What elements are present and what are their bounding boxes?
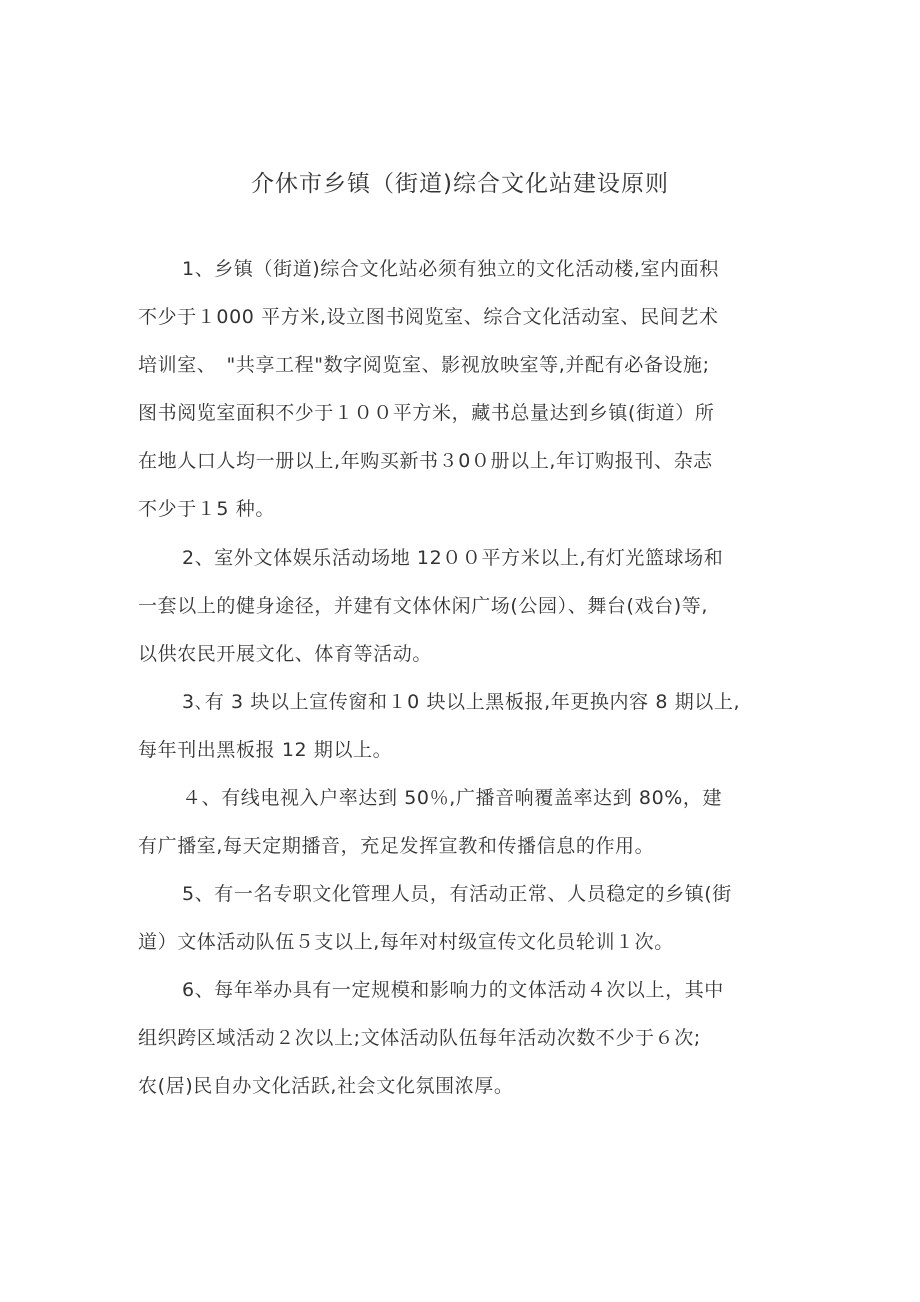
paragraph-line: 一套以上的健身途径，并建有文体休闲广场(公园）、舞台(戏台)等, (138, 595, 708, 617)
paragraph-line: 每年刊出黑板报 12 期以上。 (138, 739, 393, 761)
paragraph-line: 组织跨区域活动２次以上;文体活动队伍每年活动次数不少于６次; (138, 1027, 701, 1049)
paragraph-line: 有广播室,每天定期播音，充足发挥宣教和传播信息的作用。 (138, 835, 655, 857)
paragraph-line: 不少于１000 平方米,设立图书阅览室、综合文化活动室、民间艺术 (138, 306, 719, 328)
paragraph-line: 以供农民开展文化、体育等活动。 (138, 643, 433, 665)
paragraph-line: 6、每年举办具有一定规模和影响力的文体活动４次以上，其中 (182, 979, 724, 1001)
paragraph-line: 培训室、 "共享工程"数字阅览室、影视放映室等,并配有必备设施; (138, 354, 710, 376)
paragraph-line: 道）文体活动队伍５支以上,每年对村级宣传文化员轮训１次。 (138, 931, 674, 953)
paragraph-line: 1、乡镇（街道)综合文化站必须有独立的文化活动楼,室内面积 (182, 258, 719, 280)
paragraph-line: 5、有一名专职文化管理人员，有活动正常、人员稳定的乡镇(街 (182, 883, 732, 905)
document-title: 介休市乡镇（街道)综合文化站建设原则 (251, 171, 669, 197)
paragraph-line: 不少于１5 种。 (138, 498, 275, 520)
paragraph-line: 2、室外文体娱乐活动场地 12００平方米以上,有灯光篮球场和 (182, 547, 724, 569)
paragraph-line: 图书阅览室面积不少于１００平方米，藏书总量达到乡镇(街道）所 (138, 402, 715, 424)
paragraph-line: ４、有线电视入户率达到 50％,广播音响覆盖率达到 80%，建 (182, 787, 723, 809)
paragraph-line: 在地人口人均一册以上,年购买新书３0０册以上,年订购报刊、杂志 (138, 450, 713, 472)
paragraph-line: 3､有 3 块以上宣传窗和１0 块以上黑板报,年更换内容 8 期以上, (182, 691, 741, 713)
paragraph-line: 农(居)民自办文化活跃,社会文化氛围浓厚。 (138, 1075, 514, 1097)
